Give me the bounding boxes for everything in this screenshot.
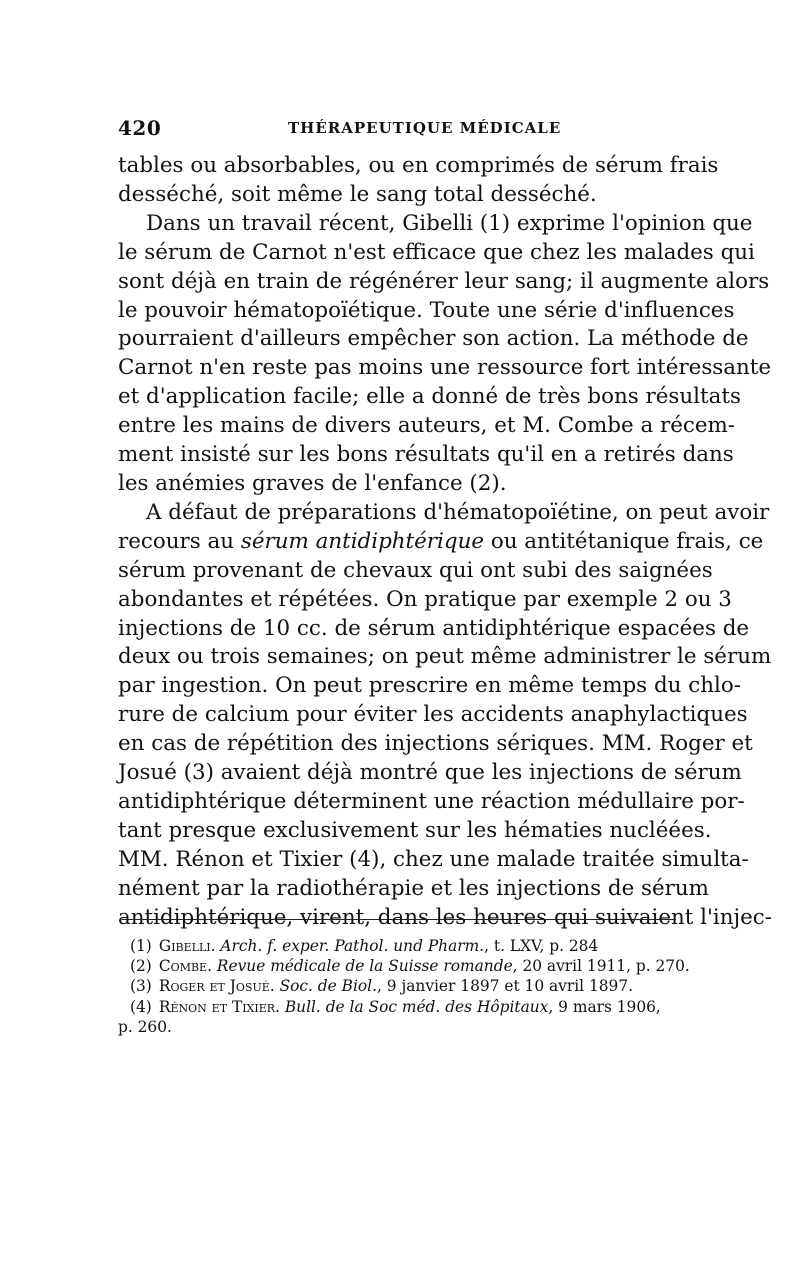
body-text	[118, 152, 773, 932]
running-title: THÉRAPEUTIQUE MÉDICALE	[288, 119, 562, 137]
text-line: pourraient d'ailleurs empêcher son action. La méthode de	[118, 326, 749, 352]
text-line: sont déjà en train de régénérer leur sang; il augmente alors	[118, 268, 770, 294]
footnote-author: Rénon et Tixier.	[158, 997, 280, 1016]
footnote-author: Roger et Josué.	[158, 977, 275, 996]
footnote-author: Combe.	[158, 957, 212, 976]
footnote-rest: , t. LXV, p. 284	[484, 937, 599, 955]
footnote-rest: , 20 avril 1911, p. 270.	[512, 957, 690, 976]
text-line: injections de 10 cc. de sérum antidiphtérique espacées de	[118, 615, 750, 641]
text-line: sérum provenant de chevaux qui ont subi des saignées	[118, 557, 713, 583]
text-line: A défaut de préparations d'hématopoïétine, on peut avoir	[146, 499, 770, 525]
text-line: en cas de répétition des injections sériques. MM. Roger et	[118, 731, 753, 757]
text-line: le pouvoir hématopoïétique. Toute une série d'influences	[118, 297, 735, 323]
text-line: nément par la radiothérapie et les injections de sérum	[118, 875, 709, 901]
page-header	[118, 116, 672, 142]
footnote-divider	[122, 919, 676, 920]
footnote-rest: , 9 janvier 1897 et 10 avril 1897.	[376, 977, 634, 996]
footnote-number: (1)	[130, 937, 152, 955]
text-line: Carnot n'en reste pas moins une ressource fort intéressante	[118, 355, 772, 381]
text-line: antidiphtérique, virent, dans les heures qui suivaient l'injec-	[118, 904, 773, 930]
text-line: le sérum de Carnot n'est efficace que chez les malades qui	[118, 239, 755, 265]
footnotes	[118, 936, 690, 1037]
footnote-author: Gibelli.	[158, 937, 216, 955]
text-line	[118, 528, 764, 557]
text-line: tables ou absorbables, ou en comprimés de sérum frais	[118, 153, 719, 178]
text-fragment: recours au	[118, 528, 241, 554]
footnote-rest: , 9 mars 1906,	[548, 997, 661, 1016]
footnote-number: (4)	[130, 997, 152, 1016]
text-line: par ingestion. On peut prescrire en même temps du chlo-	[118, 673, 741, 699]
footnote	[118, 956, 690, 976]
text-line: antidiphtérique déterminent une réaction médullaire por-	[118, 788, 745, 814]
text-fragment: ou antitétanique frais, ce	[484, 528, 764, 554]
text-line: entre les mains de divers auteurs, et M. Combe a récem-	[118, 413, 736, 439]
text-line: abondantes et répétées. On pratique par exemple 2 ou 3	[118, 586, 732, 612]
italic-term: sérum antidiphtérique	[240, 528, 485, 554]
text-line: MM. Rénon et Tixier (4), chez une malade traitée simulta-	[118, 846, 749, 872]
footnote-source: Bull. de la Soc méd. des Hôpitaux	[284, 997, 549, 1016]
text-line: et d'application facile; elle a donné de très bons résultats	[118, 384, 741, 410]
text-line: Josué (3) avaient déjà montré que les injections de sérum	[118, 760, 742, 786]
text-line: desséché, soit même le sang total desséché.	[118, 181, 597, 207]
footnote-number: (3)	[130, 977, 152, 996]
footnote-source: Arch. f. exper. Pathol. und Pharm.	[220, 937, 485, 955]
footnote-number: (2)	[130, 957, 152, 976]
footnote	[118, 976, 674, 996]
text-line: deux ou trois semaines; on peut même administrer le sérum	[118, 644, 772, 670]
footnote-source: Soc. de Biol.	[279, 977, 377, 996]
text-line: Dans un travail récent, Gibelli (1) exprime l'opinion que	[146, 210, 753, 236]
page-number: 420	[118, 116, 162, 140]
text-line: tant presque exclusivement sur les hématies nucléées.	[118, 817, 712, 843]
footnote-source: Revue médicale de la Suisse romande	[216, 957, 513, 976]
footnote	[118, 936, 674, 956]
text-line: ment insisté sur les bons résultats qu'il en a retirés dans	[118, 442, 734, 468]
text-line: les anémies graves de l'enfance (2).	[118, 470, 507, 496]
footnote	[118, 997, 674, 1017]
text-line: rure de calcium pour éviter les accidents anaphylactiques	[118, 702, 748, 728]
footnote-continuation: p. 260.	[118, 1017, 172, 1036]
